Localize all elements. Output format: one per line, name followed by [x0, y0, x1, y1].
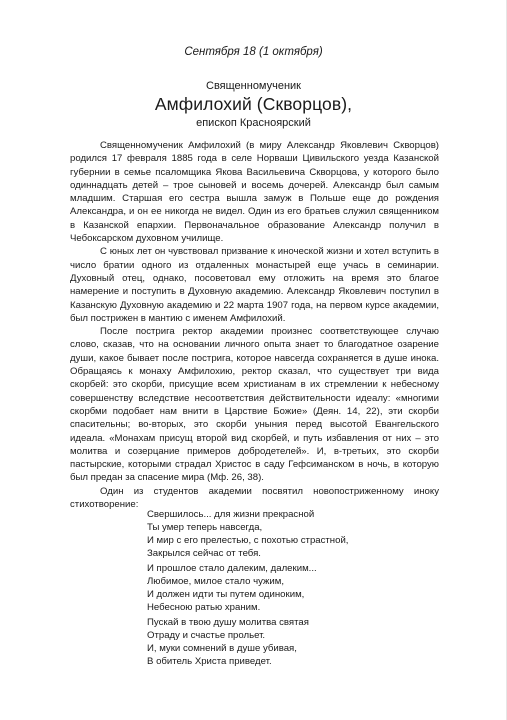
poem-stanza: [147, 508, 427, 560]
poem-line: Пускай в твою душу молитва святая: [147, 617, 309, 628]
poem-line: И должен идти ты путем одиноким,: [147, 589, 305, 601]
poem-line: Любимое, милое стало чужим,: [147, 576, 285, 588]
poem-line: И прошлое стало далеким, далеким...: [147, 563, 317, 574]
subtitle-top: Священномученик: [206, 80, 301, 92]
poem: [147, 508, 427, 560]
poem-line: И, муки сомнений в душе убивая,: [147, 643, 297, 655]
paragraph: После пострига ректор академии произнес соответствующее случаю слово, сказав, что на основании личного опыта знает то благодатное озарение души, какое бывает после пострига, которое навсегда сохраняется в душе инока. Обращаясь к монаху Амфилохию, ректор сказал, что существует три вида скорбей: это скорби, присущие всем христианам в их стремлении к небесному совершенству вследствие несоответствия действительности идеалу: «многими скорбми подобает нам внити в Царствие Божие» (Деян. 14, 22), эти скорби спасительны; во-вторых, это скорби уныния перед высотой Евангельского идеала. «Монахам присущ второй вид скорбей, и путь избавления от них – это молитва и созерцание примеров добродетелей». И, в-третьих, это скорби пастырские, которыми страдал Христос в саду Гефсиманском в ночь, в которую был предан за спасение мира (Мф. 26, 38).: [70, 326, 439, 484]
poem: [147, 562, 427, 614]
poem-line: В обитель Христа приведет.: [147, 656, 272, 668]
body-text: [70, 139, 439, 511]
poem-line: Отраду и счастье прольет.: [147, 630, 266, 642]
page-title: Амфилохий (Скворцов),: [154, 94, 353, 114]
poem-line: Небесною ратью храним.: [147, 602, 261, 614]
poem-line: Свершилось... для жизни прекрасной: [147, 509, 315, 520]
poem-line: И мир с его прелестью, с похотью страстной,: [147, 535, 349, 547]
poem-stanza: [147, 616, 427, 668]
date-line: Сентября 18 (1 октября): [184, 46, 323, 58]
paragraph: Священномученик Амфилохий (в миру Александр Яковлевич Скворцов) родился 17 февраля 1885 года в селе Норваши Цивильского уезда Казанской губернии в семье псаломщика Якова Васильевича Скворцова, у которого было одиннадцать детей – трое сыновей и восемь дочерей. Александр был самым младшим. Старшая его сестра вышла замуж в Польше еще до рождения Александра, и он ее никогда не видел. Один из его братьев служил священником в Казанской епархии. Первоначальное образование Александр получил в Чебоксарском духовном училище.: [70, 140, 439, 245]
poem-stanza: [147, 562, 427, 614]
paragraph: Один из студентов академии посвятил новопостриженному иноку стихотворение:: [70, 485, 439, 511]
poem: [147, 616, 427, 668]
subtitle-bottom: епископ Красноярский: [196, 117, 311, 129]
poem-line: Ты умер теперь навсегда,: [147, 522, 263, 534]
poem-line: Закрылся сейчас от тебя.: [147, 548, 261, 560]
paragraph: С юных лет он чувствовал призвание к иноческой жизни и хотел вступить в число братии одного из отдаленных монастырей еще учась в семинарии. Духовный отец, однако, посоветовал ему отложить на время это благое намерение и поступить в Духовную академию. Александр Яковлевич поступил в Казанскую Духовную академию и 22 марта 1907 года, на первом курсе академии, был пострижен в мантию с именем Амфилохий.: [70, 246, 439, 324]
